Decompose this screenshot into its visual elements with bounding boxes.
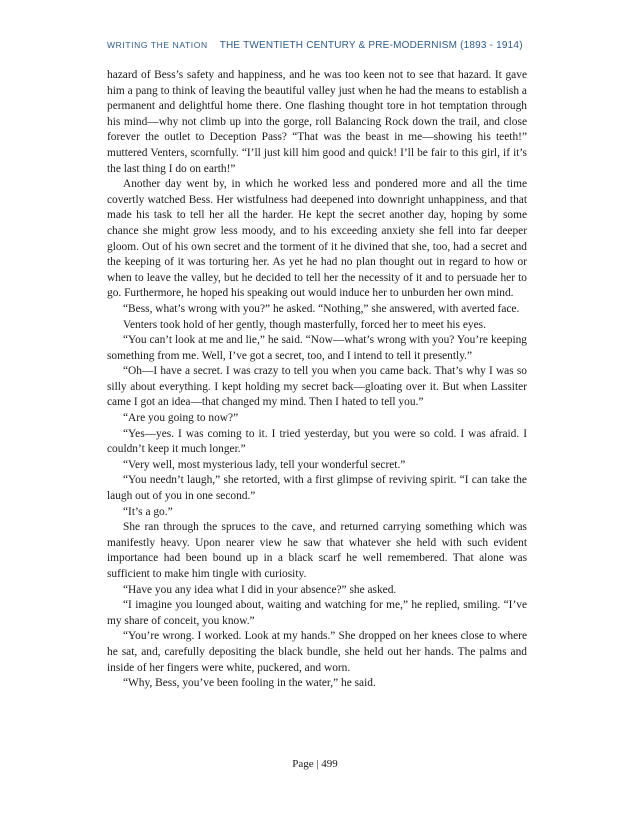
paragraph: “Very well, most mysterious lady, tell your wonderful secret.” [123,458,406,471]
paragraph: “I imagine you lounged about, waiting and watching for me,” he replied, smiling. “I’ve my share of conceit, you know.” [107,599,527,627]
running-header [107,40,547,51]
paragraph: “You’re wrong. I worked. Look at my hands.” She dropped on her knees close to where he sat, and, carefully depositing the black bundle, she held out her hands. The palms and inside of her fingers were white, puckered, and worn. [107,630,527,674]
paragraph: Venters took hold of her gently, though masterfully, forced her to meet his eyes. [123,318,486,331]
paragraph: Another day went by, in which he worked less and pondered more and all the time covertly watched Bess. Her wistfulness had deepened into downright unhappiness, and that made his task to tell her all the harder. He kept the secret another day, hoping by some chance she might grow less moody, and to his exceeding anxiety she fell into far deeper gloom. Out of his own secret and the torment of it he divined that she, too, had a secret and the keeping of it was torturing her. As yet he had no plan thought out in regard to how or when to leave the valley, but he decided to tell her the necessity of it and to persuade her to go. Furthermore, he hoped his speaking out would induce her to unburden her own mind. [107,178,527,300]
paragraph: “Oh—I have a secret. I was crazy to tell you when you came back. That’s why I was so silly about everything. I kept holding my secret back—gloating over it. But when Lassiter came I got an idea—that changed my mind. Then I hated to tell you.” [107,365,527,409]
paragraph: “You needn’t laugh,” she retorted, with a first glimpse of reviving spirit. “I can take the laugh out of you in one second.” [107,474,527,503]
paragraph: “Are you going to now?” [123,412,239,425]
header-section-title: THE TWENTIETH CENTURY & PRE-MODERNISM (1893 - 1914) [219,40,523,51]
paragraph: “Bess, what’s wrong with you?” he asked. “Nothing,” she answered, with averted face. [123,302,520,315]
paragraph: “Yes—yes. I was coming to it. I tried yesterday, but you were so cold. I was afraid. I couldn’t keep it much longer.” [107,427,527,456]
page-body [107,68,527,692]
header-book-title: WRITING THE NATION [107,40,208,50]
page-number: Page | 499 [292,758,338,770]
paragraph: hazard of Bess’s safety and happiness, and he was too keen not to see that hazard. It gave him a pang to think of leaving the beautiful valley just when he had the means to establish a permanent and delightful home there. One flashing thought tore in hot temptation through his mind—why not climb up into the gorge, roll Balancing Rock down the trail, and close forever the outlet to Deception Pass? “That was the beast in me—showing his teeth!” muttered Venters, scornfully. “I’ll just kill him good and quick! I’ll be fair to this girl, if it’s the last thing I do on earth!” [107,69,527,175]
paragraph: “Why, Bess, you’ve been fooling in the water,” he said. [123,677,376,690]
paragraph: “Have you any idea what I did in your absence?” she asked. [123,583,397,596]
paragraph: “It’s a go.” [123,505,173,518]
paragraph: She ran through the spruces to the cave, and returned carrying something which was manifestly heavy. Upon nearer view he saw that whatever she held with such evident importance had been bound up in a black scarf he well remembered. That alone was sufficient to make him tingle with curiosity. [107,521,527,580]
paragraph: “You can’t look at me and lie,” he said. “Now—what’s wrong with you? You’re keeping something from me. Well, I’ve got a secret, too, and I intend to tell it presently.” [107,334,527,362]
